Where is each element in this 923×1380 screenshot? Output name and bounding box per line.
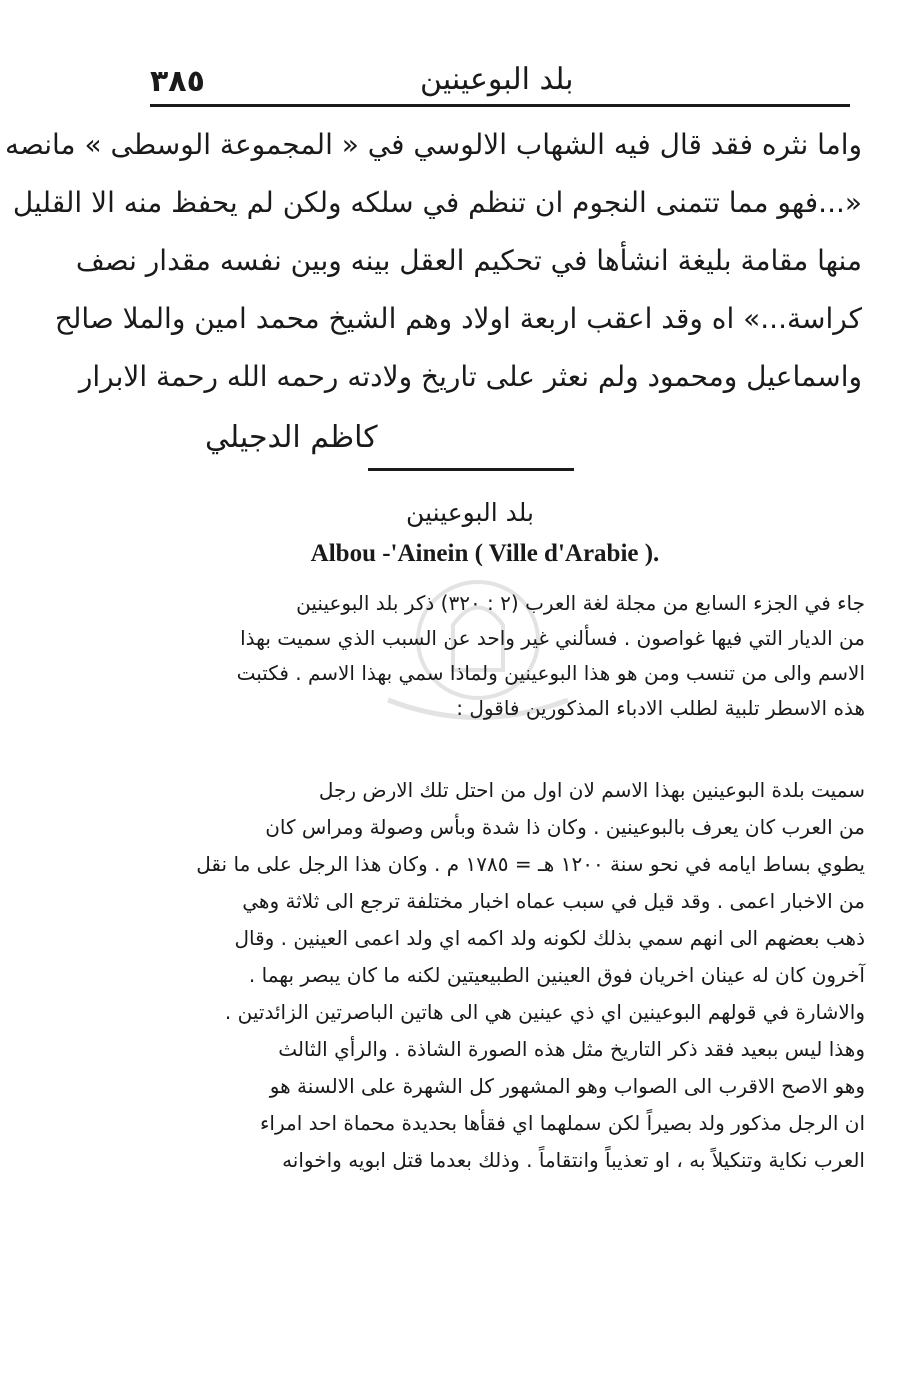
page-number: ٣٨٥ [150,64,205,99]
paragraph-line: جاء في الجزء السابع من مجلة لغة العرب (٢ : ٣٢٠) ذكر بلد البوعينين [296,591,865,615]
paragraph-line: ان الرجل مذكور ولد بصيراً لكن سملهما اي فقأها بحديدة محماة احد امراء [260,1111,865,1135]
intro-line: «...فهو مما تتمنى النجوم ان تنظم في سلكه ولكن لم يحفظ منه الا القليل [12,186,862,219]
paragraph-line: من الديار التي فيها غواصون . فسألني غير واحد عن السبب الذي سميت بهذا [240,626,865,650]
paragraph-line: آخرون كان له عينان اخريان فوق العينين الطبيعيتين لكنه ما كان يبصر بهما . [248,963,865,987]
section-divider [368,468,574,471]
author-signature: كاظم الدجيلي [205,420,378,455]
article-title: بلد البوعينين [406,498,534,527]
intro-line: منها مقامة بليغة انشأها في تحكيم العقل بينه وبين نفسه مقدار نصف [75,244,862,277]
intro-line: كراسة...» اه وقد اعقب اربعة اولاد وهم الشيخ محمد امين والملا صالح [54,302,862,335]
intro-line: واسماعيل ومحمود ولم نعثر على تاريخ ولادته رحمه الله رحمة الابرار [78,360,862,393]
running-title: بلد البوعينين [420,62,574,97]
paragraph-line: سميت بلدة البوعينين بهذا الاسم لان اول من احتل تلك الارض رجل [318,778,865,802]
paragraph-line: من العرب كان يعرف بالبوعينين . وكان ذا شدة وبأس وصولة ومراس كان [265,815,865,839]
article-paragraph-1 [130,586,865,726]
page-header [150,60,850,102]
paragraph-line: من الاخبار اعمى . وقد قيل في سبب عماه اخبار مختلفة ترجع الى ثلاثة وهي [242,889,865,913]
paragraph-line: الاسم والى من تنسب ومن هو هذا البوعينين ولماذا سمي بهذا الاسم . فكتبت [236,661,865,685]
paragraph-line: العرب نكاية وتنكيلاً به ، او تعذيباً وانتقاماً . وذلك بعدما قتل ابويه واخوانه [282,1148,865,1172]
intro-text-block [4,116,862,406]
paragraph-line: هذه الاسطر تلبية لطلب الادباء المذكورين فاقول : [456,696,865,720]
paragraph-line: والاشارة في قولهم البوعينين اي ذي عينين هي الى هاتين الباصرتين الزائدتين . [224,1000,865,1024]
paragraph-line: وهو الاصح الاقرب الى الصواب وهو المشهور كل الشهرة على الالسنة هو [269,1074,865,1098]
paragraph-line: وهذا ليس ببعيد فقد ذكر التاريخ مثل هذه الصورة الشاذة . والرأي الثالث [278,1037,865,1061]
article-paragraph-2 [130,772,865,1179]
paragraph-line: يطوي بساط ايامه في نحو سنة ١٢٠٠ هـ = ١٧٨٥ م . وكان هذا الرجل على ما نقل [196,852,865,876]
article-subtitle: Albou -'Ainein ( Ville d'Arabie ). [310,540,660,567]
header-rule [150,104,850,107]
paragraph-line: ذهب بعضهم الى انهم سمي بذلك لكونه ولد اكمه اي ولد اعمى العينين . وقال [234,926,865,950]
intro-line: واما نثره فقد قال فيه الشهاب الالوسي في « المجموعة الوسطى » مانصه [4,128,862,161]
